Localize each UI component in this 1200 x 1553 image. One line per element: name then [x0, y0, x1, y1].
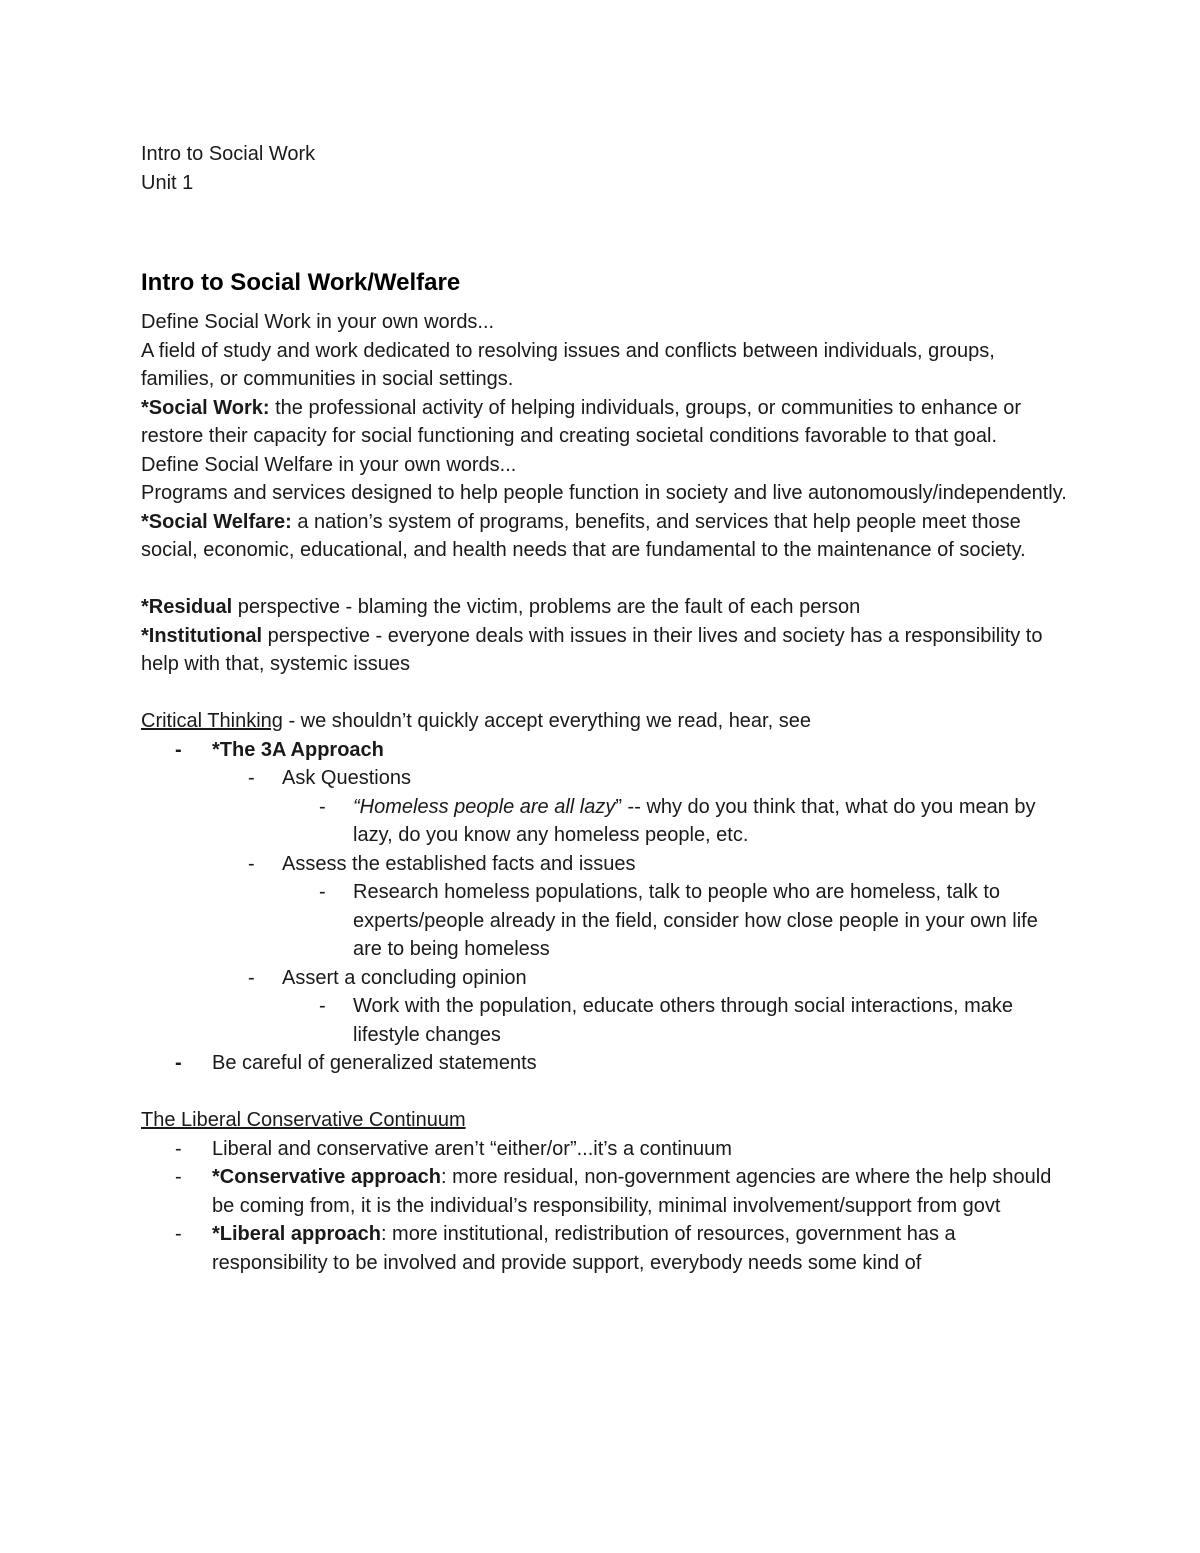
bullet-dash: -: [175, 738, 182, 761]
list-item-3a-approach: [141, 736, 1071, 1050]
bullet-dash: -: [319, 795, 326, 818]
critical-thinking-title: Critical Thinking: [141, 710, 283, 732]
spacer: [141, 679, 1071, 708]
list-item-conservative: [141, 1163, 1071, 1220]
list-item-ask-example: [282, 793, 1071, 850]
document-body: [141, 140, 1071, 1277]
prompt-social-welfare: Define Social Welfare in your own words...: [141, 453, 517, 476]
spacer: [141, 1078, 1071, 1107]
list-item-assess-detail: [282, 878, 1071, 964]
list-item-assert: [212, 964, 1071, 1050]
assess-sublist: [282, 878, 1071, 964]
bullet-dash: -: [319, 881, 326, 903]
list-item-assess: [212, 850, 1071, 964]
term-residual: *Residual: [141, 596, 233, 618]
residual-text: perspective - blaming the victim, problems are the fault of each person: [232, 596, 861, 618]
assert-detail: Work with the population, educate others through social interactions, make lifestyle changes: [353, 995, 1013, 1046]
bullet-dash: -: [175, 1052, 182, 1074]
section-heading: Intro to Social Work/Welfare: [141, 269, 461, 296]
bullet-dash: -: [175, 1223, 182, 1245]
residual-perspective: [141, 593, 1071, 622]
careful-statement: Be careful of generalized statements: [212, 1052, 537, 1074]
term-liberal: *Liberal approach: [212, 1223, 381, 1245]
critical-thinking-intro: - we shouldn’t quickly accept everything we read, hear, see: [282, 710, 811, 732]
definition-social-work: [141, 394, 1071, 451]
list-item-ask: [212, 764, 1071, 850]
ask-sublist: [282, 793, 1071, 850]
term-social-welfare: *Social Welfare:: [141, 510, 292, 533]
institutional-perspective: [141, 622, 1071, 679]
definition-social-work-text: the professional activity of helping individuals, groups, or communities to enhance or restore their capacity for social functioning and creating societal conditions favorable to that goal.: [141, 396, 1022, 447]
assess-facts: Assess the established facts and issues: [282, 852, 636, 875]
spacer: [141, 565, 1071, 594]
term-social-work: *Social Work:: [141, 396, 270, 419]
definition-social-welfare: [141, 508, 1071, 565]
critical-thinking-list: [141, 736, 1071, 1078]
term-institutional: *Institutional: [141, 624, 263, 647]
conservative-text: : more residual, non-government agencies are where the help should be coming from, it is the individual’s responsibility, minimal involvement/support from govt: [212, 1166, 1052, 1217]
ask-example-text: ” -- why do you think that, what do you mean by lazy, do you know any homeless people, etc.: [353, 795, 1036, 846]
bullet-dash: -: [175, 1137, 182, 1160]
bullet-dash: -: [248, 852, 255, 875]
ask-questions: Ask Questions: [282, 767, 411, 789]
ask-quote: “Homeless people are all lazy: [353, 795, 616, 818]
unit-label: Unit 1: [141, 171, 194, 194]
list-item-careful: [141, 1049, 1071, 1078]
institutional-text: perspective - everyone deals with issues in their lives and society has a responsibility to help with that, systemic issues: [141, 624, 1043, 675]
list-item-continuum: [141, 1135, 1071, 1164]
bullet-dash: -: [248, 767, 255, 789]
critical-thinking-line: [141, 707, 1071, 736]
answer-social-welfare: Programs and services designed to help people function in society and live autonomously/independently.: [141, 482, 1067, 504]
continuum-title: [141, 1106, 1071, 1135]
bullet-dash: -: [319, 995, 326, 1017]
assert-opinion: Assert a concluding opinion: [282, 966, 527, 989]
continuum-item-text: Liberal and conservative aren’t “either/or”...it’s a continuum: [212, 1137, 732, 1160]
list-item-liberal: [141, 1220, 1071, 1277]
continuum-list: [141, 1135, 1071, 1278]
continuum-title-text: The Liberal Conservative Continuum: [141, 1109, 466, 1131]
bullet-dash: -: [248, 966, 255, 989]
liberal-text: : more institutional, redistribution of resources, government has a responsibility to be involved and provide support, everybody needs some kind of: [212, 1223, 956, 1274]
bullet-dash: -: [175, 1166, 182, 1188]
approach-steps-list: [212, 764, 1071, 1049]
prompt-social-work: Define Social Work in your own words...: [141, 311, 495, 333]
assess-detail: Research homeless populations, talk to people who are homeless, talk to experts/people already in the field, consider how close people in your own life are to being homeless: [353, 881, 1038, 960]
assert-sublist: [282, 992, 1071, 1049]
answer-social-work: A field of study and work dedicated to resolving issues and conflicts between individuals, groups, families, or communities in social settings.: [141, 339, 995, 390]
term-conservative: *Conservative approach: [212, 1166, 441, 1188]
approach-title: *The 3A Approach: [212, 738, 384, 761]
list-item-assert-detail: [282, 992, 1071, 1049]
course-title: Intro to Social Work: [141, 143, 316, 165]
definition-social-welfare-text: a nation’s system of programs, benefits, and services that help people meet those social, economic, educational, and health needs that are fundamental to the maintenance of society.: [141, 510, 1026, 561]
